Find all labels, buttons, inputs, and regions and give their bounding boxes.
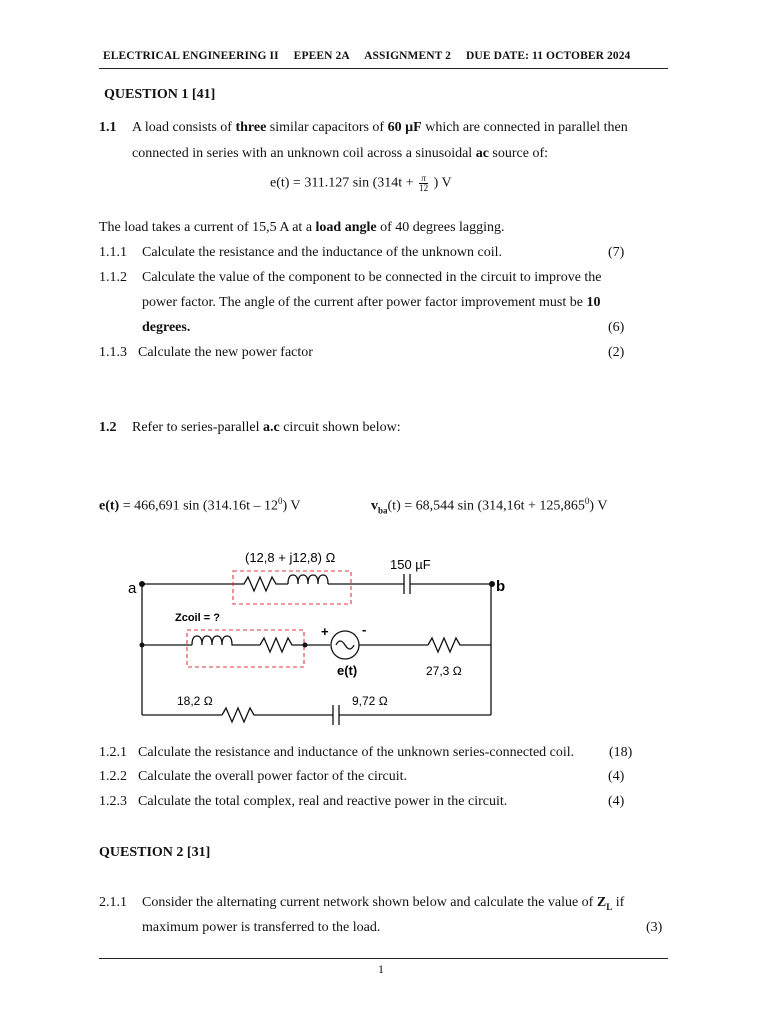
top-impedance-box — [233, 571, 351, 604]
due-date: DUE DATE: 11 OCTOBER 2024 — [466, 50, 631, 62]
item-1-2-1-marks: (18) — [609, 745, 633, 760]
node-b-dot — [489, 581, 495, 587]
page-number: 1 — [378, 962, 384, 976]
item-2-1-1-text: Consider the alternating current network shown below and calculate the value of $Z_L$ if — [142, 895, 625, 912]
vba-voltage-equation: $v_{ba}(t) = 68,544$ $\sin (314,16t + 125,865^0)$ V — [371, 496, 608, 516]
mid-resistor — [428, 638, 491, 652]
item-1-1-2-text-line3: degrees. — [142, 320, 191, 335]
item-1-1-2-marks: (6) — [608, 320, 625, 335]
circuit-diagram — [120, 540, 520, 730]
item-1-1-1-number: 1.1.1 — [99, 245, 127, 260]
bottom-capacitor-label: 9,72 Ω — [352, 694, 388, 708]
top-capacitor-label: 150 µF — [390, 557, 431, 572]
pi-over-12-fraction: $\frac{\pi}{12}$ — [419, 173, 429, 193]
load-description: The load takes a current of 15,5 A at a load angle of 40 degrees lagging. — [99, 220, 505, 235]
footer-rule — [99, 958, 668, 959]
item-1-1-2-text: Calculate the value of the component to be connected in the circuit to improve the — [142, 270, 602, 285]
node-a-label: a — [128, 580, 137, 597]
top-impedance-label: (12,8 + j12,8) Ω — [245, 550, 336, 565]
section-1-1-number: 1.1 — [99, 120, 117, 135]
header-rule — [99, 68, 668, 69]
section-1-2-intro: Refer to series-parallel a.c circuit shown below: — [132, 420, 401, 435]
zcoil-box — [187, 630, 304, 667]
item-1-2-2-number: 1.2.2 — [99, 769, 127, 784]
item-1-2-1-text: Calculate the resistance and inductance of the unknown series-connected coil. — [138, 745, 575, 760]
source-voltage-equation: e(t) = 466,691 $\sin (314.16t - 12^0)$ V — [99, 496, 301, 514]
question-1-title: QUESTION 1 [41] — [104, 87, 216, 102]
top-resistor — [238, 577, 288, 591]
bottom-resistor — [222, 708, 333, 722]
section-1-2-number: 1.2 — [99, 420, 117, 435]
mid-resistor-label: 27,3 Ω — [426, 664, 462, 678]
question-2-title: QUESTION 2 [31] — [99, 845, 211, 860]
item-1-2-3-marks: (4) — [608, 794, 625, 809]
item-1-1-2-text-line2: power factor. The angle of the current after power factor improvement must be 10 — [142, 295, 601, 310]
item-1-1-2-number: 1.1.2 — [99, 270, 127, 285]
node-b-label: b — [496, 578, 506, 595]
section-1-1-line1: A load consists of three similar capacitors of 60 µF which are connected in parallel then — [132, 120, 628, 135]
item-2-1-1-marks: (3) — [646, 920, 663, 935]
item-1-1-1-marks: (7) — [608, 245, 625, 260]
item-1-2-2-text: Calculate the overall power factor of the circuit. — [138, 769, 407, 784]
bottom-resistor-label: 18,2 Ω — [177, 694, 213, 708]
item-1-1-1-text: Calculate the resistance and the inductance of the unknown coil. — [142, 245, 502, 260]
item-1-2-3-number: 1.2.3 — [99, 794, 127, 809]
top-inductor — [288, 575, 328, 584]
source-equation: e(t) = 311.127 sin (314t + $\frac{\pi}{12}$ ) V — [270, 173, 452, 193]
document-header — [103, 50, 642, 62]
item-2-1-1-number: 2.1.1 — [99, 895, 127, 910]
item-1-2-1-number: 1.2.1 — [99, 745, 127, 760]
coil-resistor — [260, 638, 306, 652]
item-2-1-1-text-line2: maximum power is transferred to the load. — [142, 920, 381, 935]
item-1-1-3-text: Calculate the new power factor — [138, 345, 313, 360]
item-1-2-3-text: Calculate the total complex, real and reactive power in the circuit. — [138, 794, 508, 809]
source-plus: + — [321, 624, 329, 639]
course-code: EPEEN 2A — [293, 50, 350, 62]
coil-inductor — [192, 636, 238, 645]
zcoil-label: Zcoil = ? — [175, 612, 220, 624]
course-name: ELECTRICAL ENGINEERING II — [103, 50, 279, 62]
item-1-1-3-marks: (2) — [608, 345, 625, 360]
assignment-label: ASSIGNMENT 2 — [364, 50, 452, 62]
section-1-1-line2: connected in series with an unknown coil across a sinusoidal ac source of: — [132, 146, 549, 161]
node-a-dot — [139, 581, 145, 587]
item-1-2-2-marks: (4) — [608, 769, 625, 784]
item-1-1-3-number: 1.1.3 — [99, 345, 127, 360]
source-label: e(t) — [337, 663, 358, 678]
source-minus: - — [362, 622, 367, 637]
